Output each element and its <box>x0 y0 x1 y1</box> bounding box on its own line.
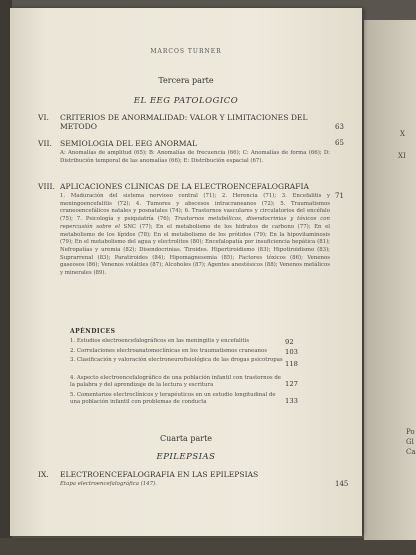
chapter-title: APLICACIONES CLINICAS DE LA ELECTROENCEFALOGRAFIA <box>60 182 310 191</box>
chapter-details <box>60 193 330 278</box>
facing-page-fragment: Gl <box>406 438 414 446</box>
appendix-item: 1. Estudios electroencefalográficos en las meningitis y encefalitis <box>70 338 250 344</box>
appendix-item: 2. Correlaciones electroanatomoclínicas en los traumatismos craneanos <box>70 348 268 354</box>
appendix-page: 92 <box>285 338 294 346</box>
appendix-page: 103 <box>285 348 298 356</box>
facing-page-fragment: Po <box>406 428 415 436</box>
running-head: MARCOS TURNER <box>150 48 222 55</box>
page-number: 65 <box>335 139 344 147</box>
appendix-page: 118 <box>285 360 298 368</box>
page-number: 71 <box>335 192 344 200</box>
appendices-heading: APÉNDICES <box>70 328 116 335</box>
chapter-number: VII. <box>38 139 52 148</box>
part-title: EL EEG PATOLOGICO <box>133 96 239 106</box>
book-page <box>10 8 362 536</box>
page-number: 145 <box>335 480 349 488</box>
chapter-title: ELECTROENCEFALOGRAFIA EN LAS EPILEPSIAS <box>60 470 259 479</box>
chapter-title: CRITERIOS DE ANORMALIDAD: VALOR Y LIMITACIONES DEL METODO <box>60 113 308 131</box>
facing-page-fragment: X <box>400 130 405 138</box>
table-surface <box>0 538 416 555</box>
part-label: Tercera parte <box>158 76 214 85</box>
chapter-number: IX. <box>38 470 49 479</box>
toc-entry-ix <box>38 470 349 489</box>
part-title: EPILEPSIAS <box>156 452 216 462</box>
chapter-details-part: SNC (77); En el metabolismo de los hidratos de carbono (77); En el metabolismo de los lípidos (78); En el metabolismo de los prótidos (79); En la hipovitaminosis (79); En el metabolismo del agua y electrolitos (80); Encefalopatía por insuficiencia hepática (81); Nefropatías y uremia (82); Disendocrinias. Tiroides. Hipertiroidismo (83); Hipotiroidismo (83); Suprarrenal (83); Paratiroides (84); Hipomagnesemia (85); Factores tóxicos (86); Venenos gaseosos (86); Venenos volátiles (87); Alcoholes (87); Agentes anestésicos (88); Venenos metálicos y minerales (89). <box>60 223 330 277</box>
appendix-item: 5. Comentarios electroclínicos y terapéuticos en un estudio longitudinal de una población infantil con problemas de conducta <box>70 392 276 406</box>
chapter-details: Etapa electroencefalográfica (147). <box>60 481 157 487</box>
toc-entry-vi <box>38 113 344 131</box>
page-number: 63 <box>335 123 344 131</box>
chapter-details: A: Anomalías de amplitud (65); B: Anomalías de frecuencia (66); C: Anomalías de forma (66); D: Distribución temporal de las anomalías (66); E: Distribución espacial (67). <box>60 150 330 164</box>
chapter-details-italic: Trastornos metabólicos, disendocrinias y tóxicos con repercusión sobre el <box>60 216 330 230</box>
facing-page <box>364 20 416 540</box>
toc-entry-viii <box>38 182 344 278</box>
chapter-details-part: 1. Maduración del sistema nervioso central (71); 2. Herencia (71); 3. Encefalitis y meningoencefalitis (72); 4. Tumores y abscesos intracraneanos (72); 5. Traumatismos craneoencefálicos natales y posnatales (74); 6. Trastornos vasculares y circulatorios del encéfalo (75); 7. Psicología y psiquiatría (76); <box>60 193 330 223</box>
appendix-item: 4. Aspecto electroencefalográfico de una población infantil con trastornos de la palabra y del aprendizaje de la lectura y escritura <box>70 375 281 389</box>
toc-entry-vii <box>38 139 344 165</box>
chapter-title: SEMIOLOGIA DEL EEG ANORMAL <box>60 139 198 148</box>
facing-page-fragment: Ca <box>406 448 416 456</box>
part-label: Cuarta parte <box>159 434 213 443</box>
chapter-number: VI. <box>38 113 49 122</box>
facing-page-fragment: XI <box>398 152 406 160</box>
appendix-page: 127 <box>285 380 298 388</box>
appendix-item: 3. Clasificación y valoración electroneurofisiológica de las drogas psicotropas <box>70 357 283 363</box>
appendix-page: 133 <box>285 397 298 405</box>
chapter-number: VIII. <box>38 182 55 191</box>
